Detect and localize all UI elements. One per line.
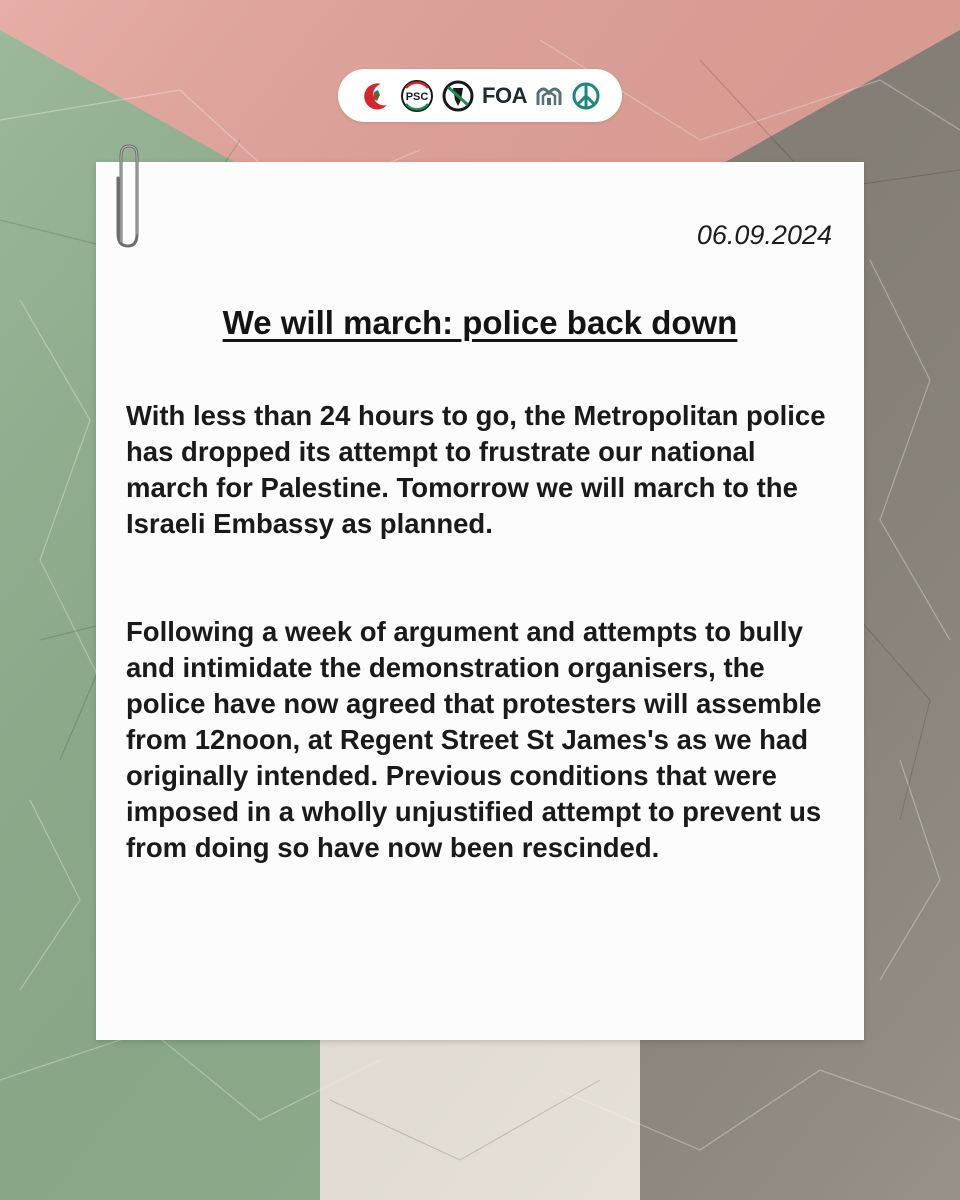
statement-paragraph-1: With less than 24 hours to go, the Metropolitan police has dropped its attempt to frustrate our national march for Palestine. Tomorrow we will march to the Israeli Embassy as planned. (126, 400, 826, 539)
statement-date: 06.09.2024 (696, 220, 832, 250)
peace-logo (571, 81, 601, 111)
stop-war-logo (441, 79, 475, 113)
mab-logo (534, 81, 564, 111)
foa-logo-text: FOA (482, 82, 527, 108)
paperclip-icon (113, 142, 143, 252)
statement-paragraph-2: Following a week of argument and attempts to bully and intimidate the demonstration organisers, the police have now agreed that protesters will assemble from 12noon, at Regent Street St James's as we had originally intended. Previous conditions that were imposed in a wholly unjustified attempt to prevent us from doing so have now been rescinded. (126, 616, 822, 863)
statement-headline: We will march: police back down (222, 304, 738, 341)
psc-logo-text: PSC (405, 90, 429, 103)
crescent-logo (359, 79, 393, 113)
partner-logos-bar (338, 69, 622, 122)
foa-logo (482, 83, 527, 109)
statement-note (96, 162, 864, 1040)
psc-logo (400, 79, 434, 113)
